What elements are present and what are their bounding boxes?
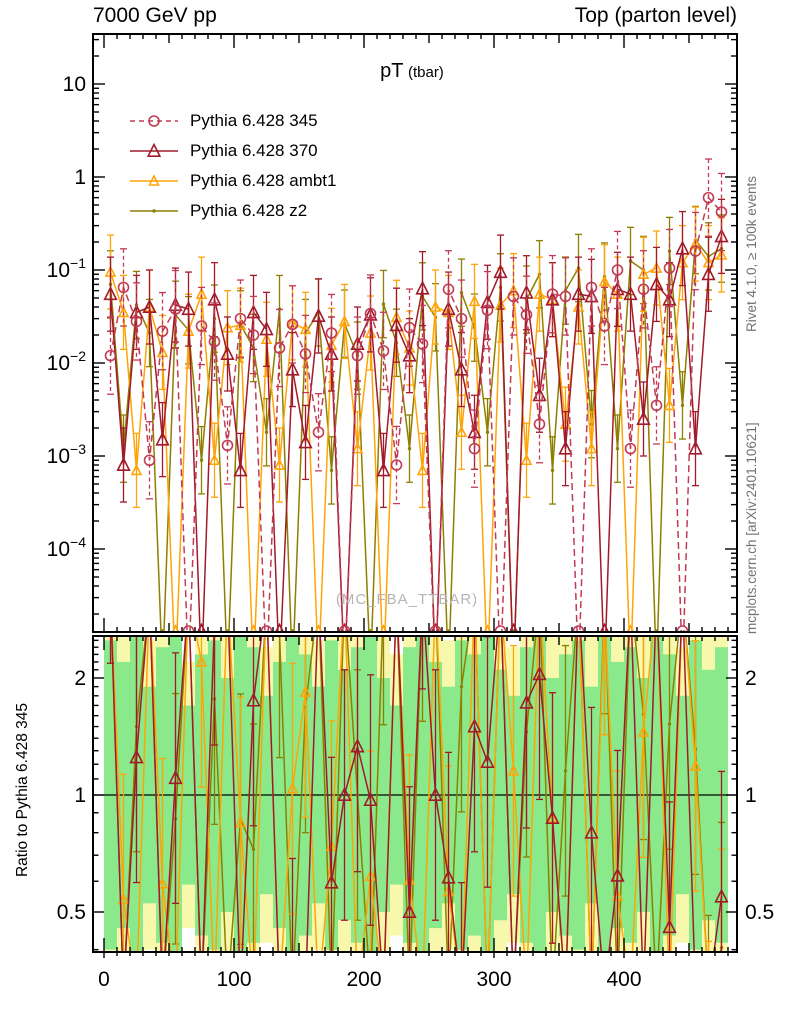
y-tick-label: $10^{-4}$	[46, 534, 86, 561]
legend-item-pythia-ambt1	[127, 166, 336, 196]
y-tick-label: 1	[74, 166, 86, 189]
x-tick-label: 400	[606, 968, 642, 991]
ratio-tick-label-left: 1	[74, 784, 86, 807]
x-tick-label: 200	[346, 968, 382, 991]
legend	[127, 106, 336, 226]
legend-label: Pythia 6.428 ambt1	[190, 171, 337, 190]
legend-label: Pythia 6.428 370	[190, 141, 318, 160]
legend-item-pythia-370	[127, 136, 336, 166]
ratio-tick-label-right: 1	[745, 784, 757, 807]
y-tick-label: 10	[62, 73, 86, 96]
y-tick-label: $10^{-3}$	[46, 441, 86, 468]
ratio-tick-label-left: 2	[74, 667, 86, 690]
x-tick-label: 100	[216, 968, 252, 991]
analysis-watermark: (MC_FBA_TTBAR)	[335, 591, 479, 608]
plot-title	[262, 60, 562, 83]
mcplots-arxiv-note: mcplots.cern.ch [arXiv:2401.10621]	[744, 422, 759, 634]
ratio-tick-label-left: 0.5	[56, 901, 86, 924]
legend-sample-olive-dot-icon	[127, 202, 181, 220]
ratio-tick-label-right: 0.5	[745, 901, 775, 924]
process-label: Top (parton level)	[574, 4, 737, 27]
legend-sample-orange-triangle-icon	[127, 172, 181, 190]
x-tick-label: 0	[98, 968, 110, 991]
rivet-version-note: Rivet 4.1.0, ≥ 100k events	[744, 176, 759, 332]
ratio-tick-label-right: 2	[745, 667, 757, 690]
legend-label: Pythia 6.428 345	[190, 111, 318, 130]
plot-title-sub: (tbar)	[407, 64, 444, 81]
legend-sample-dashed-circle-icon	[127, 112, 181, 130]
y-tick-label: $10^{-2}$	[46, 348, 86, 375]
ratio-axis-title: Ratio to Pythia 6.428 345	[14, 702, 31, 878]
x-tick-label: 300	[476, 968, 512, 991]
plot-title-main: pT	[380, 60, 404, 82]
beam-energy-label: 7000 GeV pp	[93, 4, 217, 27]
legend-sample-solid-triangle-icon	[127, 142, 181, 160]
legend-label: Pythia 6.428 z2	[190, 201, 308, 220]
y-tick-label: $10^{-1}$	[46, 255, 86, 282]
legend-item-pythia-z2	[127, 196, 336, 226]
legend-item-pythia-345	[127, 106, 336, 136]
